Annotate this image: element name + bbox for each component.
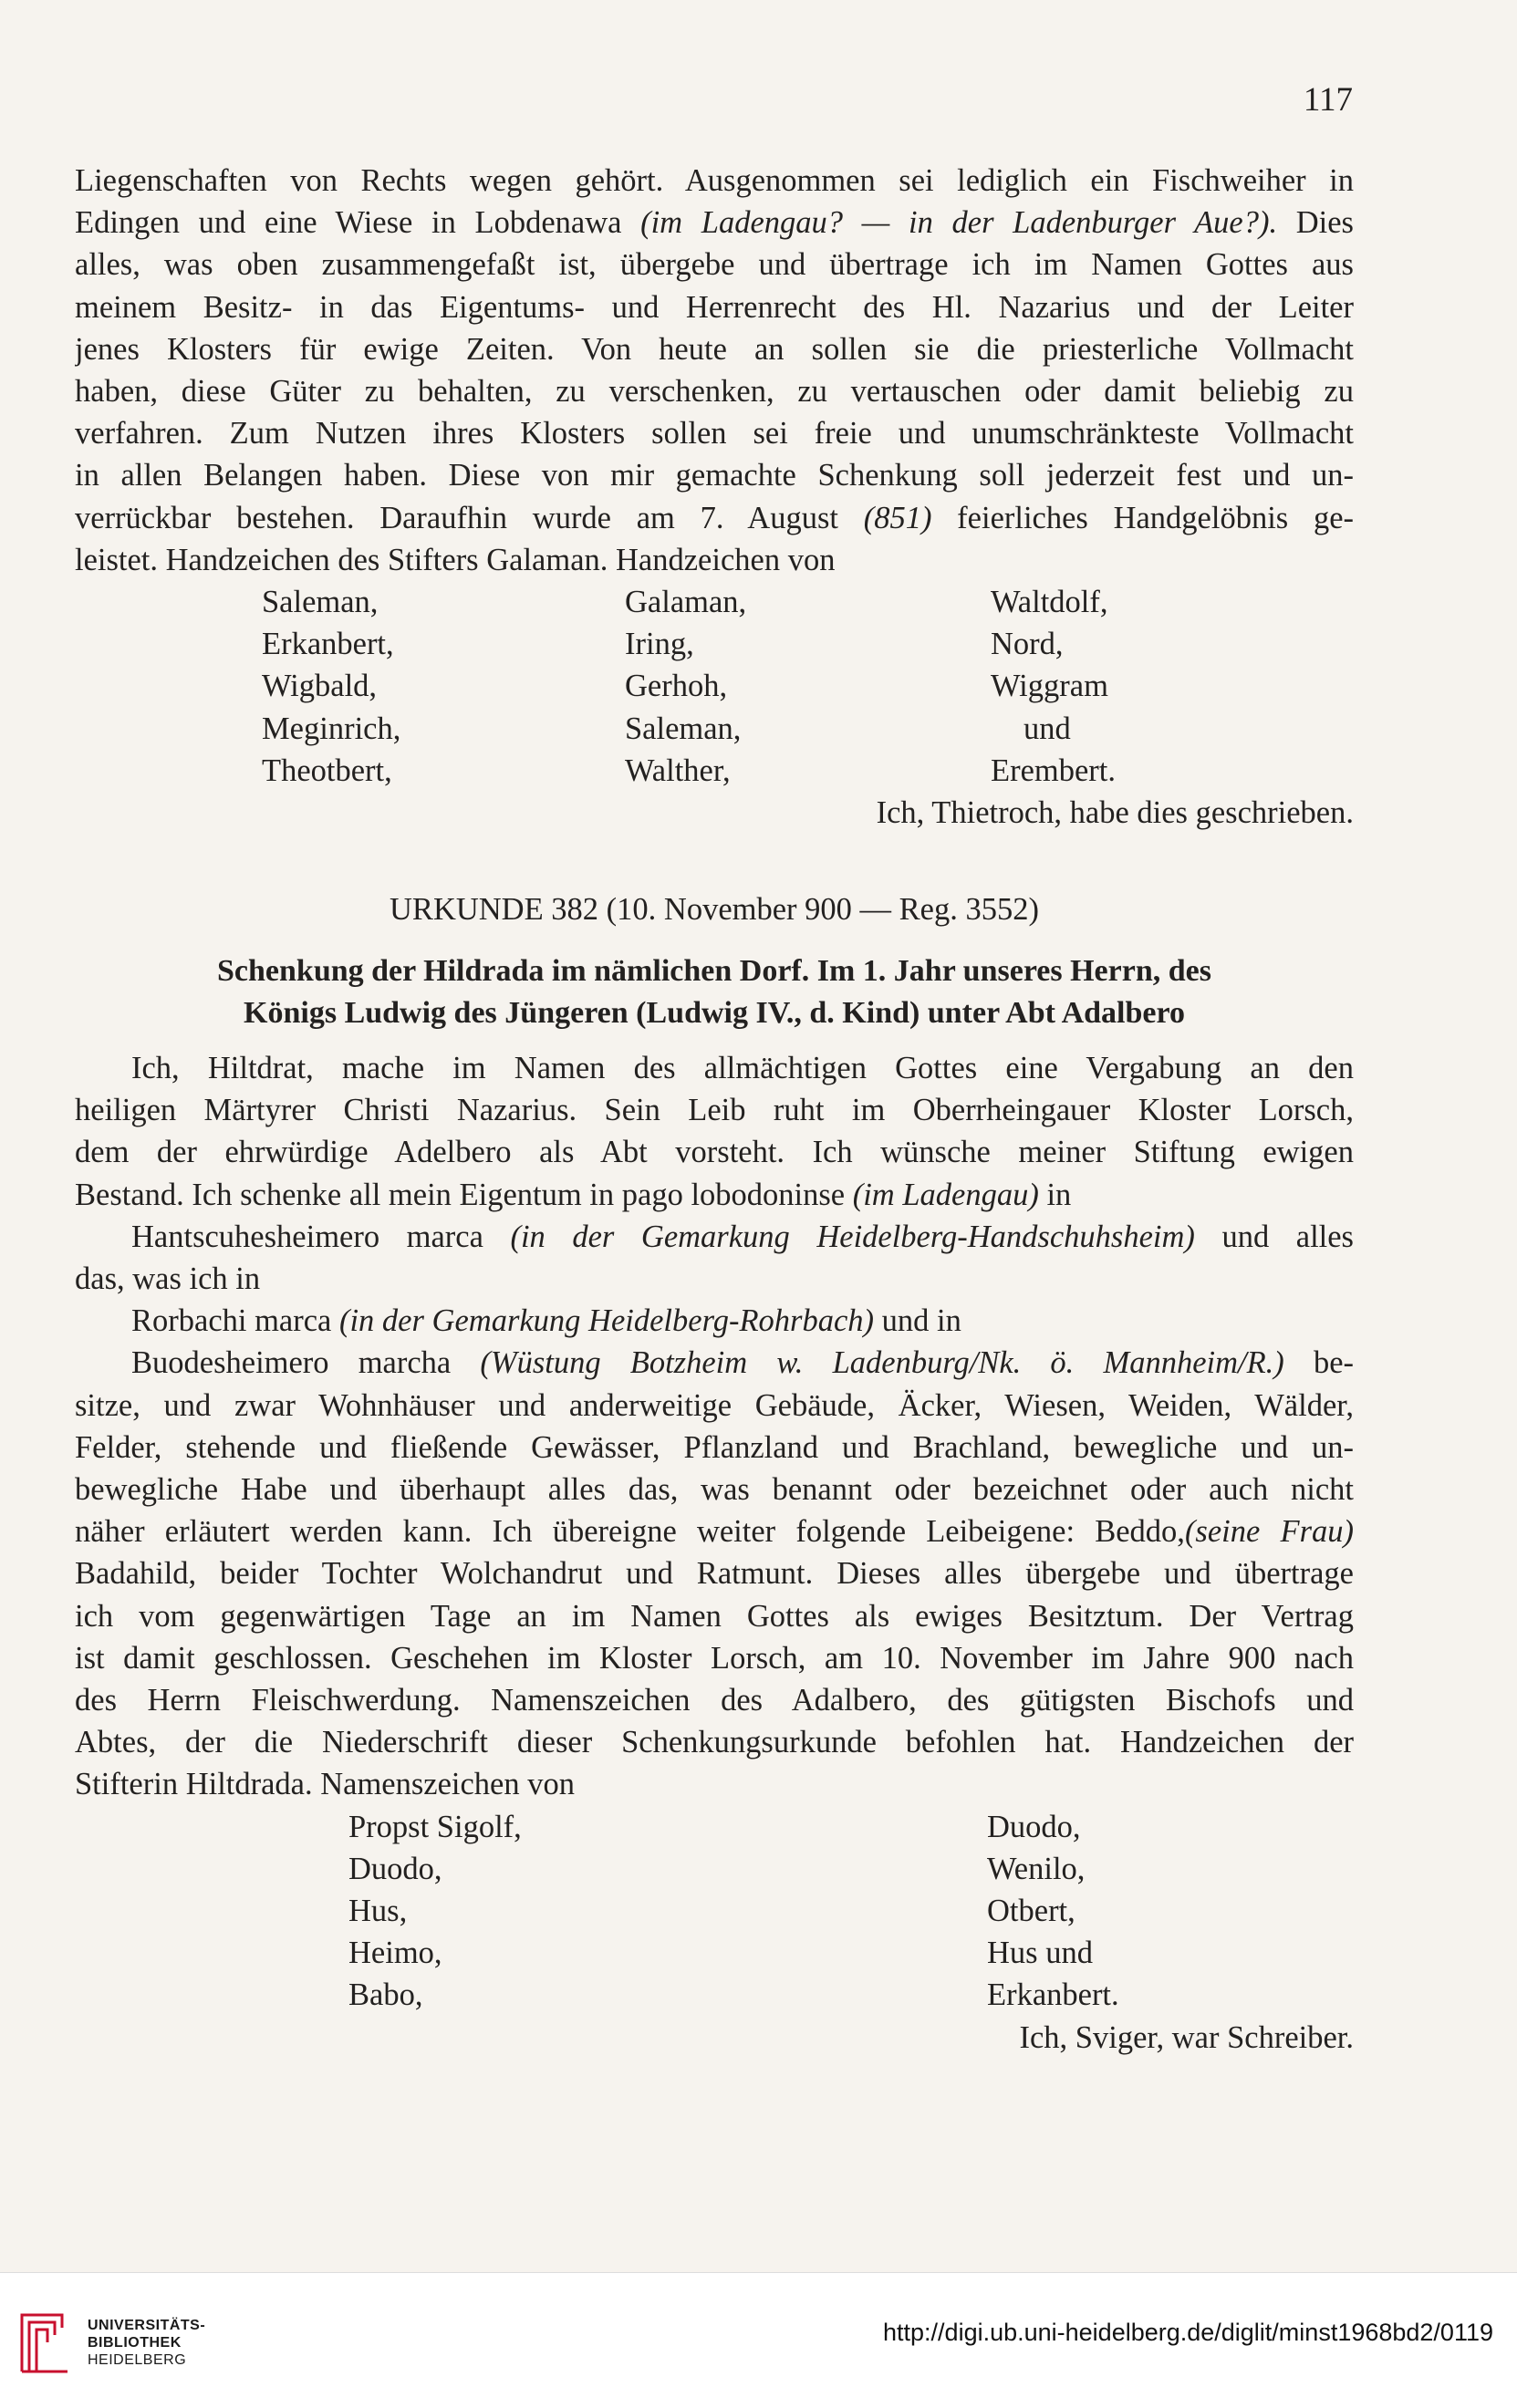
text-line: verfahren. Zum Nutzen ihres Klosters sollen sei freie und unumschränkteste Vollmacht — [75, 416, 1354, 452]
text-line: Rorbachi marca (in der Gemarkung Heidelberg-Rohrbach) und in — [131, 1303, 961, 1339]
text-line: Abtes, der die Niederschrift dieser Schenkungsurkunde befohlen hat. Handzeichen der — [75, 1725, 1354, 1760]
witness-name: Heimo, — [348, 1936, 442, 1971]
text-line: haben, diese Güter zu behalten, zu verschenken, zu vertauschen oder damit beliebig zu — [75, 374, 1354, 410]
document-heading: URKUNDE 382 (10. November 900 — Reg. 3552) — [390, 892, 1039, 927]
witness-row — [75, 1806, 1354, 1848]
text-line: Badahild, beider Tochter Wolchandrut und Ratmunt. Dieses alles übergebe und übertrage — [75, 1556, 1354, 1592]
witness-name: Wenilo, — [987, 1851, 1086, 1886]
text-line: des Herrn Fleischwerdung. Namenszeichen des Adalbero, des gütigsten Bischofs und — [75, 1683, 1354, 1718]
continuation-text — [75, 160, 1354, 834]
witness-name: Wiggram — [991, 669, 1108, 704]
document-subheading — [75, 950, 1354, 1034]
witness-name: Otbert, — [987, 1894, 1075, 1929]
witness-name: Babo, — [348, 1977, 423, 2013]
library-name-line: UNIVERSITÄTS- — [88, 2318, 206, 2333]
witness-name: Waltdolf, — [991, 585, 1108, 620]
library-name-line: HEIDELBERG — [88, 2352, 187, 2368]
text-line: näher erläutert werden kann. Ich übereigne weiter folgende Leibeigene: Beddo,(seine Frau) — [75, 1514, 1354, 1550]
witness-name: Duodo, — [987, 1809, 1081, 1844]
witness-name: Wigbald, — [262, 669, 378, 704]
subheading-line: Königs Ludwig des Jüngeren (Ludwig IV., d. Kind) unter Abt Adalbero — [244, 996, 1185, 1030]
witness-name: Erkanbert, — [262, 627, 394, 662]
witness-name: Gerhoh, — [625, 669, 728, 704]
witness-row — [75, 1974, 1354, 2016]
text-line: in allen Belangen haben. Diese von mir gemachte Schenkung soll jederzeit fest und un- — [75, 458, 1354, 493]
witness-row — [75, 750, 1354, 792]
witness-row — [75, 1932, 1354, 1974]
witness-name: Iring, — [625, 627, 694, 662]
text-line: sitze, und zwar Wohnhäuser und anderweitige Gebäude, Äcker, Wiesen, Weiden, Wälder, — [75, 1387, 1354, 1423]
subheading-line: Schenkung der Hildrada im nämlichen Dorf. Im 1. Jahr unseres Herrn, des — [217, 954, 1211, 988]
text-line: Buodesheimero marcha (Wüstung Botzheim w. Ladenburg/Nk. ö. Mannheim/R.) be- — [131, 1345, 1354, 1381]
charter-text — [75, 1047, 1354, 2059]
library-name — [88, 2317, 205, 2369]
text-line: Stifterin Hiltdrada. Namenszeichen von — [75, 1767, 575, 1802]
library-name-line: BIBLIOTHEK — [88, 2335, 182, 2351]
text-line: bewegliche Habe und überhaupt alles das, was benannt oder bezeichnet oder auch nicht — [75, 1472, 1354, 1508]
scribe-line: Ich, Sviger, war Schreiber. — [1019, 2019, 1354, 2055]
text-line: Liegenschaften von Rechts wegen gehört. Ausgenommen sei lediglich ein Fischweiher in — [75, 163, 1354, 198]
text-line: Felder, stehende und fließende Gewässer, Pflanzland und Brachland, bewegliche und un- — [75, 1429, 1354, 1465]
witness-name: Galaman, — [625, 585, 747, 620]
witness-name: Duodo, — [348, 1851, 442, 1886]
text-line: Ich, Hiltdrat, mache im Namen des allmächtigen Gottes eine Vergabung an den — [131, 1051, 1354, 1085]
text-line: leistet. Handzeichen des Stifters Galaman. Handzeichen von — [75, 542, 836, 577]
witness-name: Saleman, — [262, 585, 379, 620]
witness-name: Walther, — [625, 752, 731, 788]
witness-row — [75, 665, 1354, 707]
text-line: Bestand. Ich schenke all mein Eigentum in pago lobodoninse (im Ladengau) in — [75, 1177, 1072, 1212]
witness-name: Nord, — [991, 627, 1064, 662]
witness-name: und — [1023, 711, 1071, 746]
witness-name: Erembert. — [991, 752, 1116, 788]
witness-name: Hus, — [348, 1894, 408, 1929]
page-number: 117 — [1303, 81, 1353, 119]
text-line: ist damit geschlossen. Geschehen im Kloster Lorsch, am 10. November im Jahre 900 nach — [75, 1640, 1354, 1676]
library-logo-icon — [16, 2306, 73, 2377]
text-line: verrückbar bestehen. Daraufhin wurde am 7. August (851) feierliches Handgelöbnis ge- — [75, 500, 1354, 535]
text-line: Hantscuhesheimero marca (in der Gemarkung Heidelberg-Handschuhsheim) und alles — [131, 1219, 1354, 1254]
text-line: ich vom gegenwärtigen Tage an im Namen Gottes als ewiges Besitztum. Der Vertrag — [75, 1598, 1354, 1634]
library-footer — [0, 2272, 1517, 2408]
witness-name: Meginrich, — [262, 711, 401, 746]
witness-name: Erkanbert. — [987, 1977, 1119, 2013]
witness-name: Theotbert, — [262, 752, 392, 788]
witness-row — [75, 581, 1354, 623]
witness-name: Propst Sigolf, — [348, 1809, 522, 1844]
witness-name: Saleman, — [625, 711, 742, 746]
text-line: heiligen Märtyrer Christi Nazarius. Sein Leib ruht im Oberrheingauer Kloster Lorsch, — [75, 1093, 1354, 1128]
text-line: meinem Besitz- in das Eigentums- und Herrenrecht des Hl. Nazarius und der Leiter — [75, 289, 1354, 325]
text-line: alles, was oben zusammengefaßt ist, übergebe und übertrage ich im Namen Gottes aus — [75, 247, 1354, 283]
text-line: das, was ich in — [75, 1261, 261, 1297]
witness-row — [75, 708, 1354, 750]
text-line: Edingen und eine Wiese in Lobdenawa (im Ladengau? — in der Ladenburger Aue?). Dies — [75, 205, 1354, 241]
witness-row — [75, 1890, 1354, 1932]
witness-name: Hus und — [987, 1936, 1093, 1971]
text-line: dem der ehrwürdige Adelbero als Abt vorsteht. Ich wünsche meiner Stiftung ewigen — [75, 1135, 1354, 1170]
scribe-line: Ich, Thietroch, habe dies geschrieben. — [876, 794, 1354, 830]
text-line: jenes Klosters für ewige Zeiten. Von heute an sollen sie die priesterliche Vollmacht — [75, 331, 1354, 367]
witness-row — [75, 623, 1354, 665]
permalink-url[interactable]: http://digi.ub.uni-heidelberg.de/diglit/minst1968bd2/0119 — [883, 2319, 1493, 2346]
witness-row — [75, 1848, 1354, 1890]
